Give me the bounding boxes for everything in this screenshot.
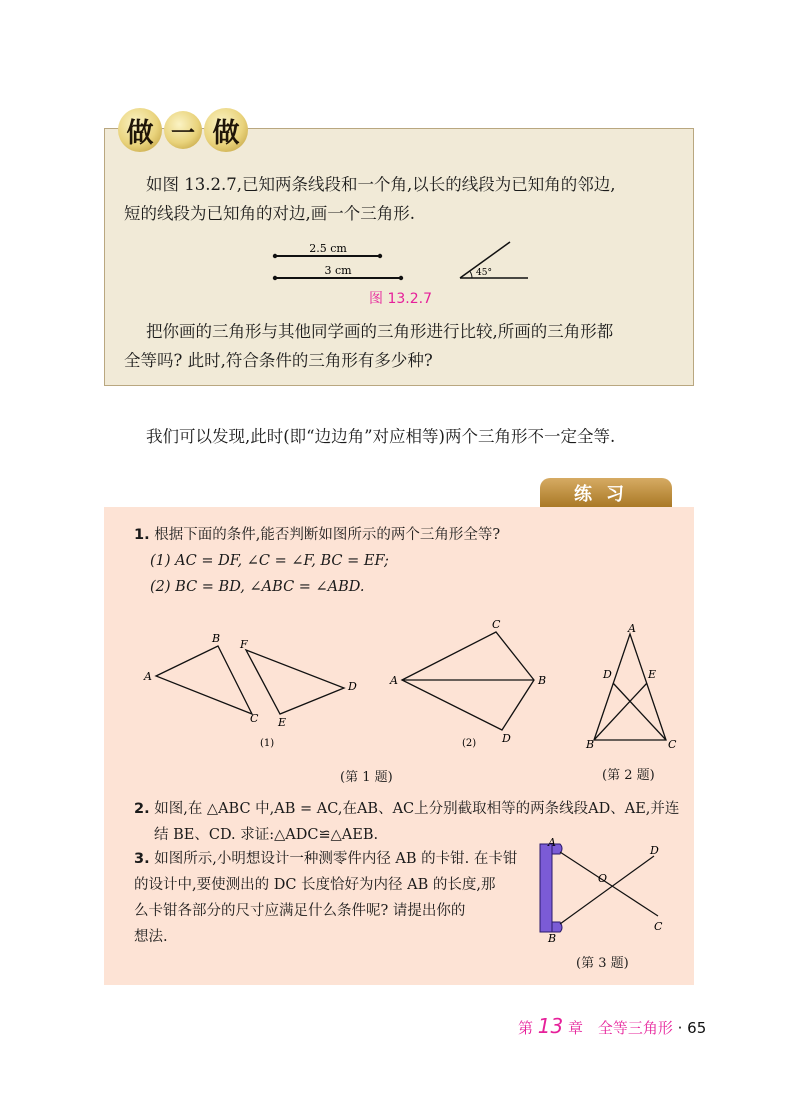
figure-caption: 图 13.2.7 — [369, 291, 432, 307]
question-2-line-2: 结 BE、CD. 求证:△ADC≌△AEB. — [154, 827, 379, 843]
figure-1-subcaption-1: (1) — [260, 738, 275, 748]
label-b: B — [212, 632, 221, 645]
chapter-prefix: 第 — [518, 1019, 534, 1037]
practice-title: 练习 — [540, 478, 672, 508]
figure-3-caption: (第 3 题) — [576, 956, 629, 971]
question-1-text: 根据下面的条件,能否判断如图所示的两个三角形全等? — [154, 527, 501, 543]
question-1 — [134, 522, 500, 600]
label-b4: B — [548, 932, 557, 945]
figure-question-3 — [530, 836, 680, 946]
figure-1-caption: (第 1 题) — [340, 770, 393, 785]
activity-para2-line1: 把你画的三角形与其他同学画的三角形进行比较,所画的三角形都 — [146, 322, 614, 341]
label-e3: E — [648, 668, 657, 681]
question-1-part-2: (2) BC = BD, ∠ABC = ∠ABD. — [150, 579, 365, 595]
activity-tab-2: 一 — [164, 111, 202, 149]
activity-tab-1: 做 — [118, 108, 162, 152]
question-2-number: 2. — [134, 801, 150, 817]
question-1-part-1: (1) AC = DF, ∠C = ∠F, BC = EF; — [150, 553, 389, 569]
chapter-suffix: 章 — [568, 1019, 584, 1037]
question-3-line-4: 想法. — [134, 929, 168, 945]
question-3-line-3: 么卡钳各部分的尺寸应满足什么条件呢? 请提出你的 — [134, 903, 466, 919]
body-text: 我们可以发现,此时(即“边边角”对应相等)两个三角形不一定全等. — [146, 427, 616, 446]
chapter-footer: 第 13 章 全等三角形 · 65 — [518, 1014, 707, 1038]
label-o: O — [598, 872, 608, 885]
question-1-number: 1. — [134, 527, 150, 543]
activity-para1-line2: 短的线段为已知角的对边,画一个三角形. — [124, 204, 415, 223]
segment-1-label: 2.5 cm — [309, 242, 347, 255]
label-f: F — [240, 638, 248, 651]
question-3-line-2: 的设计中,要使测出的 DC 长度恰好为内径 AB 的长度,那 — [134, 877, 496, 893]
figure-2-caption: (第 2 题) — [602, 768, 655, 783]
label-d2: D — [502, 732, 511, 745]
activity-title — [118, 108, 248, 152]
figure-13-2-7 — [260, 238, 540, 288]
label-b2: B — [538, 674, 547, 687]
question-3 — [134, 846, 534, 950]
question-3-number: 3. — [134, 851, 150, 867]
chapter-title: 全等三角形 — [597, 1019, 673, 1037]
label-d3: D — [603, 668, 612, 681]
activity-para2-line2: 全等吗? 此时,符合条件的三角形有多少种? — [124, 351, 433, 370]
label-c4: C — [654, 920, 663, 933]
figure-question-2 — [584, 620, 684, 750]
label-c3: C — [668, 738, 677, 750]
label-c: C — [250, 712, 259, 725]
label-a3: A — [628, 622, 636, 635]
activity-paragraph-2 — [124, 317, 614, 375]
page-number: 65 — [687, 1019, 707, 1037]
question-3-line-1: 如图所示,小明想设计一种测零件内径 AB 的卡钳. 在卡钳 — [154, 851, 518, 867]
figure-question-1 — [140, 618, 560, 748]
label-a2: A — [390, 674, 398, 687]
segment-2-label: 3 cm — [324, 264, 352, 277]
angle-label: 45° — [476, 268, 492, 278]
chapter-number: 13 — [537, 1014, 564, 1038]
activity-para1-line1: 如图 13.2.7,已知两条线段和一个角,以长的线段为已知角的邻边, — [146, 175, 616, 194]
label-e: E — [278, 716, 287, 729]
label-d: D — [348, 680, 357, 693]
activity-tab-3: 做 — [204, 108, 248, 152]
label-a4: A — [548, 836, 556, 849]
question-2-line-1: 如图,在 △ABC 中,AB = AC,在AB、AC上分别截取相等的两条线段AD、AE,并连 — [154, 801, 680, 817]
label-b3: B — [586, 738, 595, 750]
label-a: A — [144, 670, 152, 683]
label-d4: D — [650, 844, 659, 857]
figure-1-subcaption-2: (2) — [462, 738, 477, 748]
label-c2: C — [492, 618, 501, 631]
activity-paragraph-1 — [124, 170, 616, 228]
